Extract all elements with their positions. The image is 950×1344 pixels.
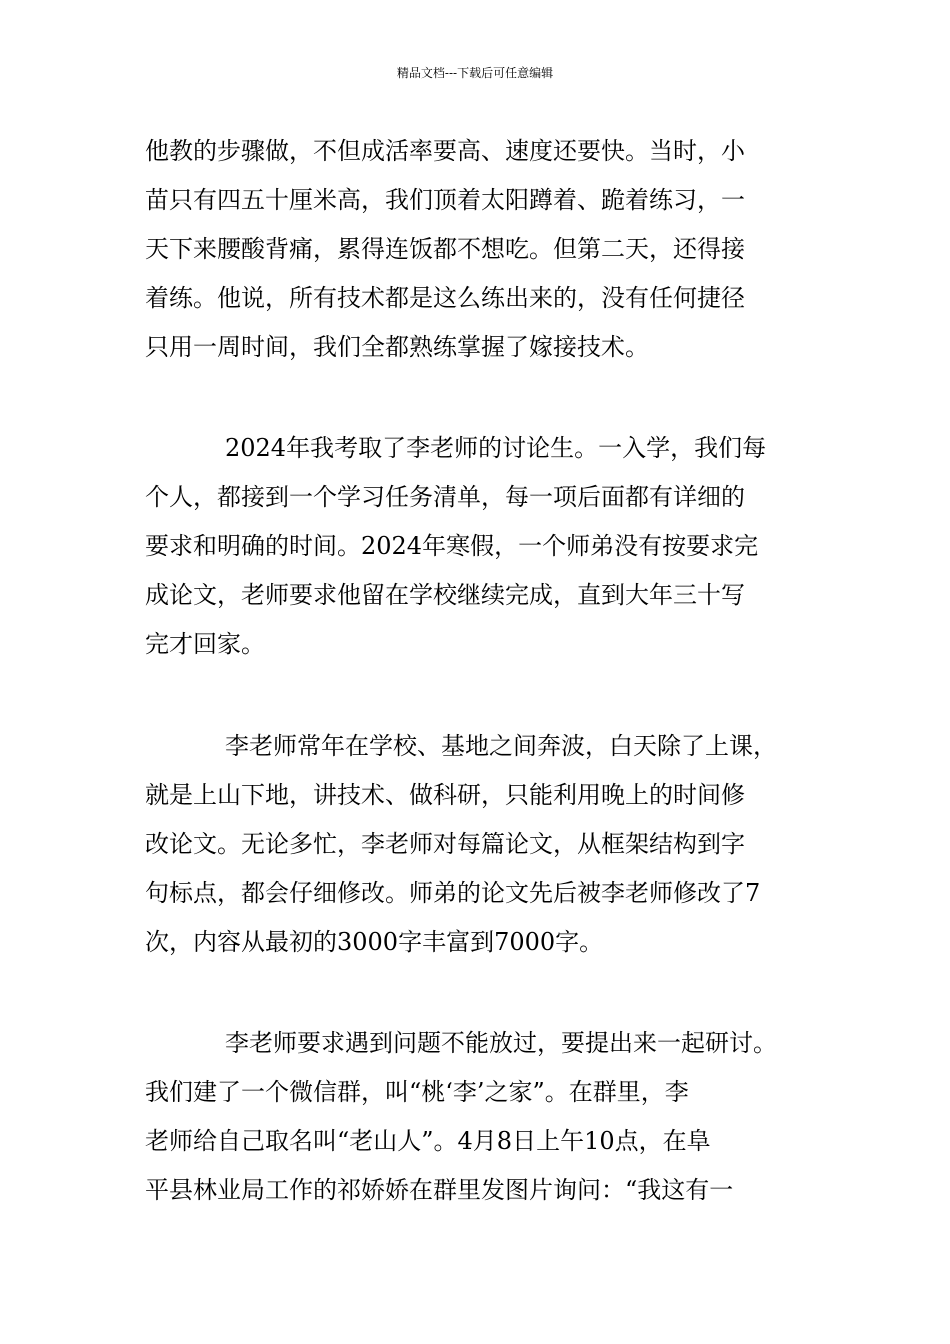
paragraph-2 [145,424,825,669]
text-line: 平县林业局工作的祁娇娇在群里发图片询问：“我这有一 [145,1176,734,1204]
text-line: 他教的步骤做，不但成活率要高、速度还要快。当时，小 [145,137,745,165]
text-line: 着练。他说，所有技术都是这么练出来的，没有任何捷径 [145,284,745,312]
text-line: 句标点，都会仔细修改。师弟的论文先后被李老师修改了7 [145,879,761,907]
text-line: 改论文。无论多忙，李老师对每篇论文，从框架结构到字 [145,830,745,858]
text-line: 我们建了一个微信群，叫“桃‘李’之家”。在群里，李 [145,1078,689,1106]
text-line: 就是上山下地，讲技术、做科研，只能利用晚上的时间修 [145,781,745,809]
paragraph-4 [145,1019,825,1215]
text-line: 成论文，老师要求他留在学校继续完成，直到大年三十写 [145,581,745,609]
text-line: 苗只有四五十厘米高，我们顶着太阳蹲着、跪着练习，一 [145,186,745,214]
paragraph-3 [145,722,825,967]
text-line: 2024年我考取了李老师的讨论生。一入学，我们每 [225,434,767,462]
text-line: 天下来腰酸背痛，累得连饭都不想吃。但第二天，还得接 [145,235,745,263]
text-line: 要求和明确的时间。2024年寒假，一个师弟没有按要求完 [145,532,759,560]
text-line: 完才回家。 [145,630,265,658]
text-line: 李老师要求遇到问题不能放过，要提出来一起研讨。 [225,1029,777,1057]
text-line: 个人，都接到一个学习任务清单，每一项后面都有详细的 [145,483,745,511]
paragraph-1 [145,127,825,372]
text-line: 只用一周时间，我们全都熟练掌握了嫁接技术。 [145,333,649,361]
text-line: 老师给自己取名叫“老山人”。4月8日上午10点，在阜 [145,1127,711,1155]
text-line: 李老师常年在学校、基地之间奔波，白天除了上课， [225,732,777,760]
page-header: 精品文档---下载后可任意编辑 [396,66,554,80]
text-line: 次，内容从最初的3000字丰富到7000字。 [145,928,604,956]
